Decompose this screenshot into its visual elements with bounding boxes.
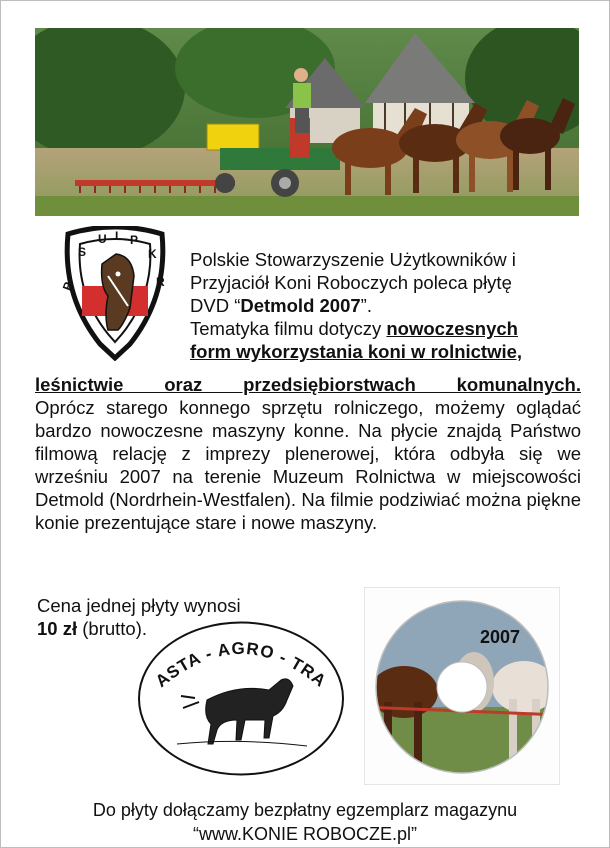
body-paragraph: Oprócz starego konnego sprzętu rolniczego, możemy oglądać bardzo nowoczesne maszyny konne. Na płycie znajdą Państwo filmową relację z imprezy plenerowej, która odbyła się we wrześniu 2007 na terenie Muzeum Rolnictwa w miejscowości Detmold (Nordrhein-Westfalen). Na filmie podziwiać można piękne konie prezentujące stare i nowe maszyny.: [35, 397, 581, 533]
logo-letter-p2: P: [130, 233, 139, 247]
footer-line: Do płyty dołączamy bezpłatny egzemplarz magazynu: [92, 800, 518, 820]
dvd-title: Detmold 2007: [240, 295, 361, 316]
logo-letter-u: U: [98, 232, 107, 246]
price-amount: 10 zł: [37, 618, 78, 639]
price-suffix: (brutto).: [77, 618, 148, 639]
logo-letter-p: P: [60, 280, 76, 293]
topic-highlight: leśnictwie oraz przedsiębiorstwach komunalnych.: [35, 374, 581, 395]
logo-letter-i: I: [115, 229, 119, 243]
intro-line: [190, 294, 580, 317]
logo-letter-s: S: [78, 245, 87, 259]
topic-highlight: form wykorzystania koni w rolnictwie,: [190, 341, 523, 362]
dvd-disc-image: [364, 587, 560, 785]
basta-agro-trak-logo: [137, 620, 345, 777]
footer: [0, 798, 610, 846]
intro-line: Polskie Stowarzyszenie Użytkowników i: [190, 249, 516, 270]
price-line: Cena jednej płyty wynosi: [37, 595, 241, 616]
logo-letter-k: K: [148, 247, 157, 261]
footer-magazine: “www.KONIE ROBOCZE.pl”: [192, 824, 418, 844]
intro-paragraph: [190, 248, 580, 363]
intro-line: Przyjaciół Koni Roboczych poleca płytę: [190, 272, 512, 293]
intro-text: ”.: [360, 295, 372, 316]
dvd-year: 2007: [480, 627, 521, 647]
psuipkr-logo: [60, 226, 170, 361]
basta-logo-text: ASTA - AGRO - TRA: [151, 638, 331, 692]
logo-letter-r: R: [156, 275, 165, 289]
topic-highlight: nowoczesnych: [386, 318, 518, 339]
topic-line-full: [35, 373, 581, 396]
intro-line: [190, 340, 580, 363]
header-photo-horses-seeder: [35, 28, 579, 216]
intro-text: DVD “: [190, 295, 241, 316]
intro-text: Tematyka filmu dotyczy: [190, 318, 387, 339]
intro-line: [190, 317, 580, 340]
